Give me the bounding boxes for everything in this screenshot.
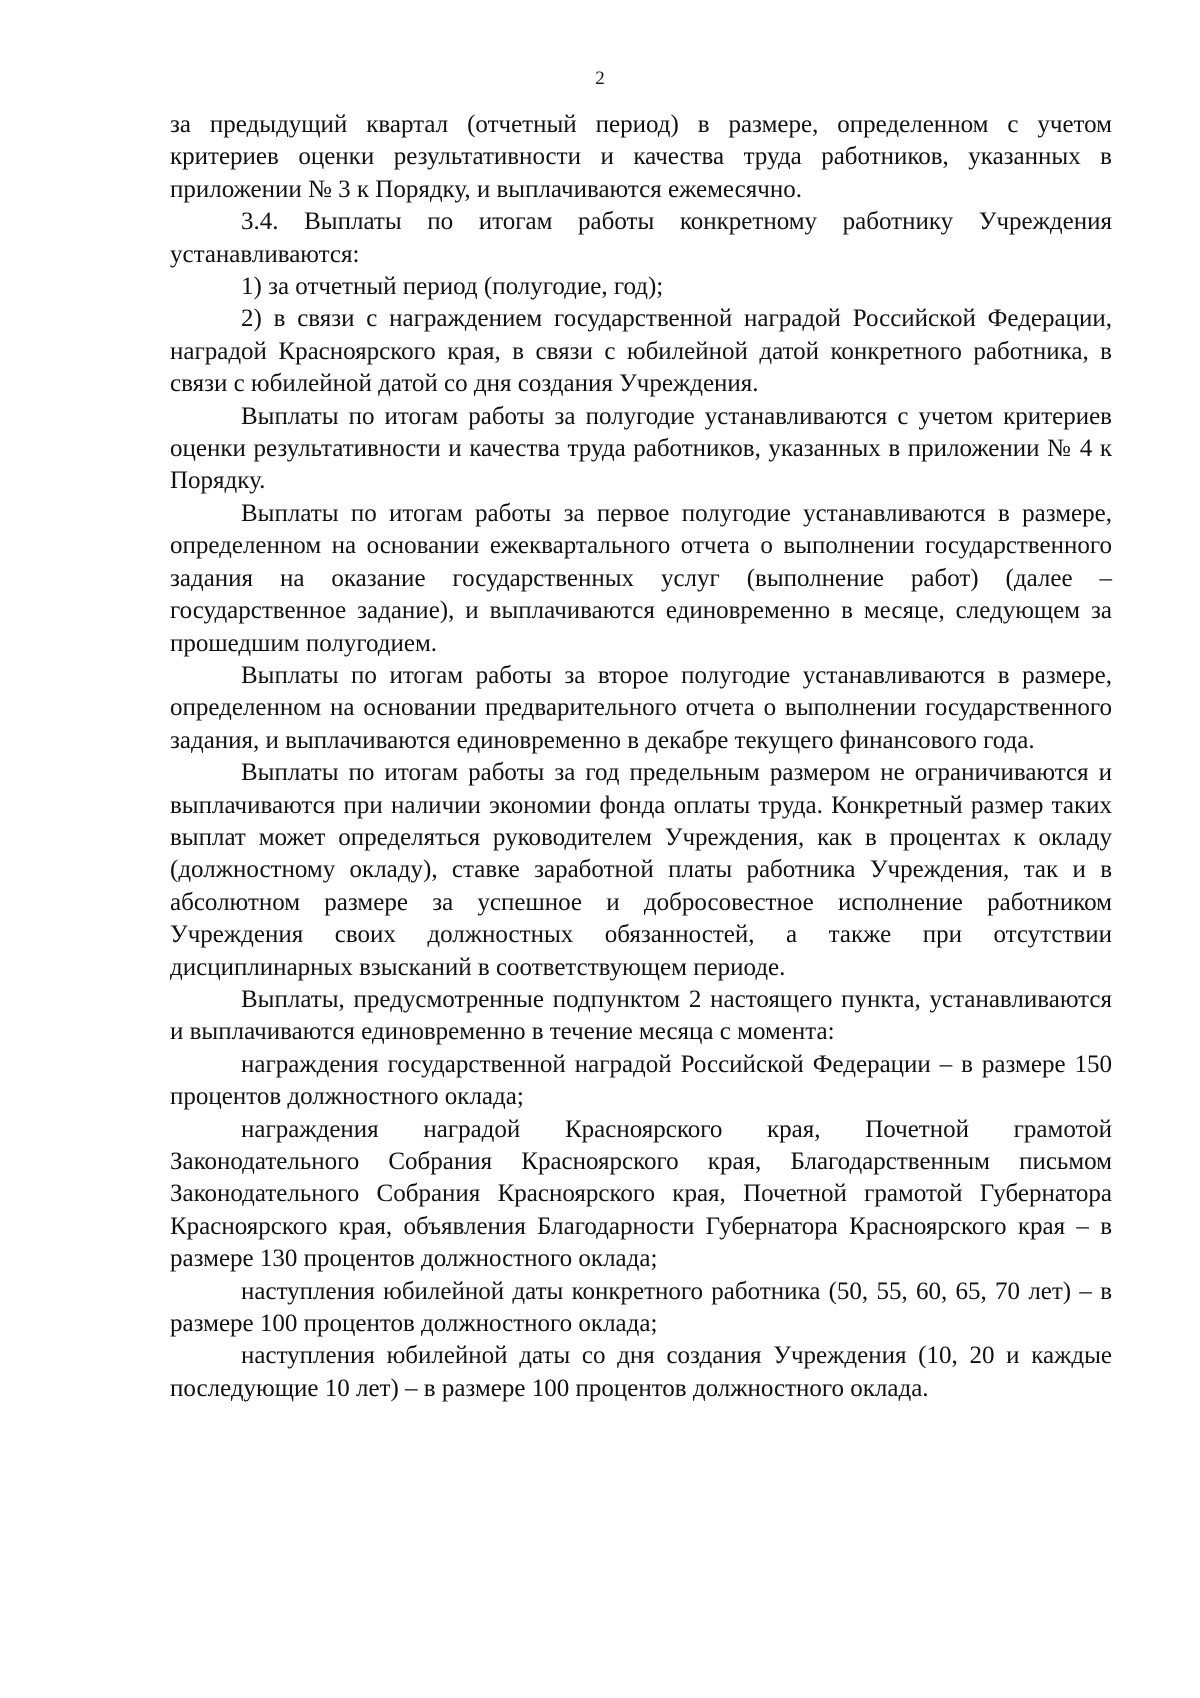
page-number: 2 (595, 68, 605, 89)
paragraph-continuation: за предыдущий квартал (отчетный период) в размере, определенном с учетом критериев оценки результативности и качества труда работников, указанных в приложении № 3 к Порядку, и выплачиваются ежемесячно. (170, 111, 1112, 203)
paragraph-regional-award: награждения наградой Красноярского края, Почетной грамотой Законодательного Собрания Красноярского края, Благодарственным письмом Законодательного Собрания Красноярского края, Почетной грамотой Губернатора Красноярского края, объявления Благодарности Губернатора Красноярского края – в размере 130 процентов должностного оклада; (170, 1115, 1112, 1273)
paragraph-federal-award: награждения государственной наградой Российской Федерации – в размере 150 процентов должностного оклада; (170, 1050, 1112, 1111)
paragraph-employee-jubilee: наступления юбилейной даты конкретного работника (50, 55, 60, 65, 70 лет) – в размере 100 процентов должностного оклада; (170, 1277, 1112, 1338)
paragraph-first-half-year: Выплаты по итогам работы за первое полугодие устанавливаются в размере, определенном на основании ежеквартального отчета о выполнении государственного задания на оказание государственных услуг (выполнение работ) (далее – государственное задание), и выплачиваются единовременно в месяце, следующем за прошедшим полугодием. (170, 499, 1112, 657)
paragraph-clause-3-4: 3.4. Выплаты по итогам работы конкретному работнику Учреждения устанавливаются: (170, 208, 1112, 268)
paragraph-annual-payments: Выплаты по итогам работы за год предельным размером не ограничиваются и выплачиваются при наличии экономии фонда оплаты труда. Конкретный размер таких выплат может определяться руководителем Учреждения, как в процентах к окладу (должностному окладу), ставке заработной платы работника Учреждения, так и в абсолютном размере за успешное и добросовестное исполнение работником Учреждения своих должностных обязанностей, а также при отсутствии дисциплинарных взысканий в соответствующем периоде. (170, 759, 1112, 981)
paragraph-half-year-criteria: Выплаты по итогам работы за полугодие устанавливаются с учетом критериев оценки результативности и качества труда работников, указанных в приложении № 4 к Порядку. (170, 402, 1112, 495)
paragraph-second-half-year: Выплаты по итогам работы за второе полугодие устанавливаются в размере, определенном на основании предварительного отчета о выполнении государственного задания, и выплачиваются единовременно в декабре текущего финансового года. (170, 661, 1112, 754)
paragraph-subitem-2-payments: Выплаты, предусмотренные подпунктом 2 настоящего пункта, устанавливаются и выплачиваются единовременно в течение месяца с момента: (170, 985, 1112, 1046)
paragraph-institution-jubilee: наступления юбилейной даты со дня создания Учреждения (10, 20 и каждые последующие 10 лет) – в размере 100 процентов должностного оклада. (170, 1342, 1112, 1402)
paragraph-item-1: 1) за отчетный период (полугодие, год); (241, 273, 664, 301)
paragraph-item-2: 2) в связи с награждением государственной наградой Российской Федерации, наградой Красноярского края, в связи с юбилейной датой конкретного работника, в связи с юбилейной датой со дня создания Учреждения. (170, 305, 1112, 398)
document-body (170, 109, 1112, 1405)
